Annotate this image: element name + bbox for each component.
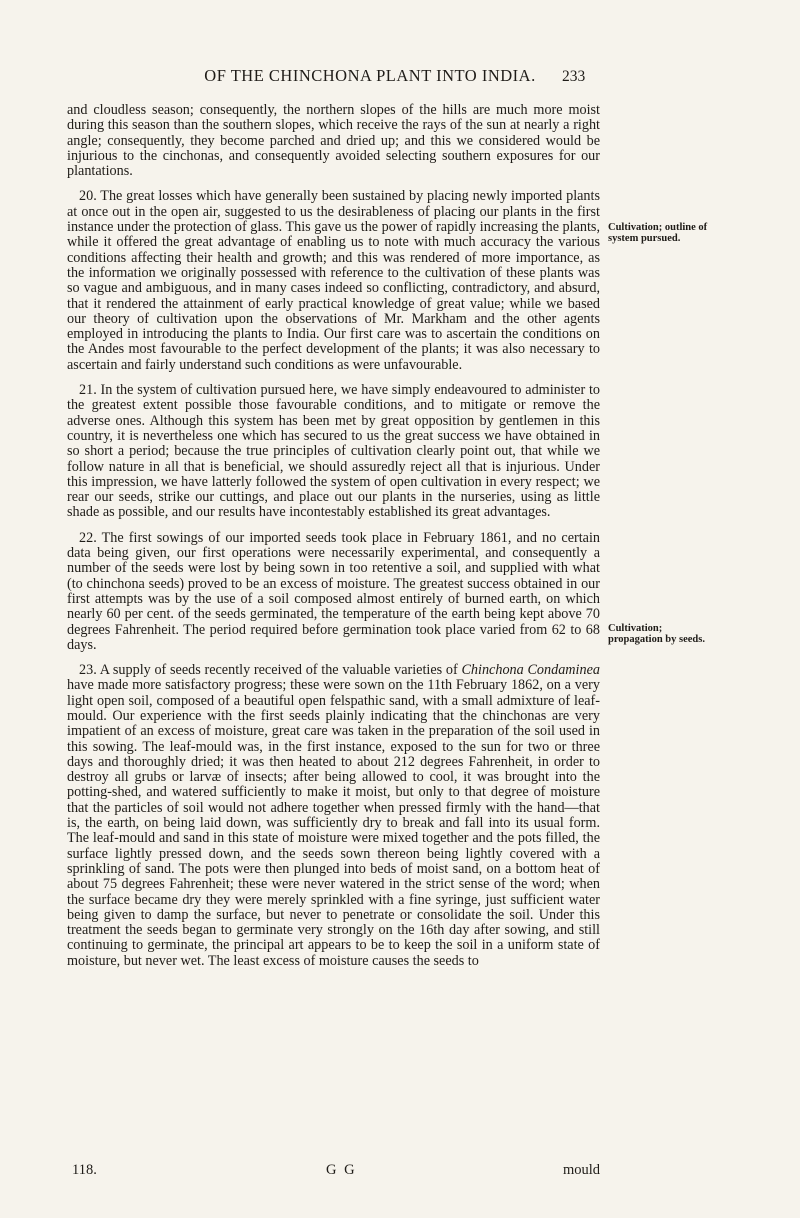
paragraph-22: 22. The first sowings of our imported seeds took place in February 1861, and no certain data being given, our first operations were necessarily experimental, and consequently a number of the seeds were lost by being sown in too retentive a soil, and supplied with what (to chinchona seeds) proved to be an excess of moisture. The greatest success obtained in our first attempts was by the use of a soil composed almost entirely of burned earth, on which nearly 60 per cent. of the seeds germinated, the temperature of the earth being kept above 70 degrees Fahrenheit. The period required before germination took place varied from 62 to 68 days. — [67, 529, 600, 653]
paragraph-20: 20. The great losses which have generally been sustained by placing newly imported plants at once out in the open air, suggested to us the desirableness of placing our plants in the first instance under the protection of glass. This gave us the power of rapidly increasing the plants, while it offered the great advantage of enabling us to note with much accuracy the various conditions affecting their health and growth; and this was rendered of more importance, as the information we originally possessed with reference to the cultivation of these plants was so vague and ambiguous, and in many cases indeed so conflicting, contradictory, and absurd, that it rendered the attainment of early practical knowledge of great value; while we based our theory of cultivation upon the observations of Mr. Markham and the other agents employed in introducing the plants to India. Our first care was to ascertain the conditions on the Andes most favourable to the perfect development of the plants; it was also necessary to ascertain and fairly understand such conditions as were unfavourable. — [67, 188, 600, 373]
paragraph-23-rest: have made more satisfactory progress; these were sown on the 11th February 1862, on a very light open soil, composed of a beautiful open felspathic sand, with a small admixture of leaf-mould. Our experience with the first seeds plainly indicating that the chinchonas are very impatient of an excess of moisture, great care was taken in the preparation of the soil used in this sowing. The leaf-mould was, in the first instance, exposed to the sun for two or three days and thoroughly dried; it was then heated to about 212 degrees Fahrenheit, in order to destroy all grubs or larvæ of insects; after being allowed to cool, it was brought into the potting-shed, and watered sufficiently to make it moist, but only to that degree of moisture that the particles of soil would not adhere together when pressed firmly with the hand—that is, the earth, on being laid down, was sufficiently dry to break and fall into its usual form. The leaf-mould and sand in this state of moisture were mixed together and the pots filled, the surface lightly pressed down, and the seeds sown thereon being lightly covered with a sprinkling of sand. The pots were then plunged into beds of moist sand, on a bottom heat of about 75 degrees Fahrenheit; these were never watered in the strict sense of the word; when the surface became dry they were merely sprinkled with a fine syringe, just sufficient water being given to damp the surface, but never to penetrate or consolidate the soil. Under this treatment the seeds began to germinate very strongly on the 16th day after sowing, and still continuing to germinate, the principal art appears to be to keep the soil in a uniform state of moisture, but never wet. The least excess of moisture causes the seeds to — [67, 677, 600, 969]
paragraph-23 — [67, 663, 600, 969]
body-text — [67, 103, 600, 969]
paragraph-21: 21. In the system of cultivation pursued here, we have simply endeavoured to administer to the greatest extent possible those favourable conditions, and to mitigate or remove the adverse ones. Although this system has been met by great opposition by gentlemen in this country, it is nevertheless one which has secured to us the great success we have obtained in so short a period; because the true principles of cultivation clearly point out, that while we follow nature in all that is beneficial, we should assuredly reject all that is injurious. Under this impression, we have latterly followed the system of open cultivation in every respect; we rear our seeds, strike our cuttings, and place out our plants in the nurseries, using as little shade as possible, and our results have incontestably established its great advantages. — [67, 382, 600, 521]
catchword: mould — [562, 1162, 600, 1178]
margin-note-propagation-by-seeds: Cultivation; propagation by seeds. — [608, 623, 705, 645]
paragraph-continuation: and cloudless season; consequently, the northern slopes of the hills are much more moist during this season than the southern slopes, which receive the rays of the sun at nearly a right angle; consequently, they become parched and dried up; and this we considered would be injurious to the cinchonas, and consequently avoided selecting southern exposures for our plantations. — [67, 102, 600, 180]
paragraph-23-lead: 23. A supply of seeds recently received of the valuable varieties of — [79, 662, 462, 679]
margin-note-cultivation-outline: Cultivation; outline of system pursued. — [608, 222, 708, 244]
signature-mark: G G — [326, 1162, 357, 1178]
running-title: OF THE CHINCHONA PLANT INTO INDIA. — [204, 66, 536, 85]
species-name: Chinchona Condaminea — [461, 662, 600, 679]
signature-number: 118. — [72, 1162, 97, 1178]
page-footer — [72, 1162, 600, 1180]
page-number: 233 — [562, 68, 586, 85]
